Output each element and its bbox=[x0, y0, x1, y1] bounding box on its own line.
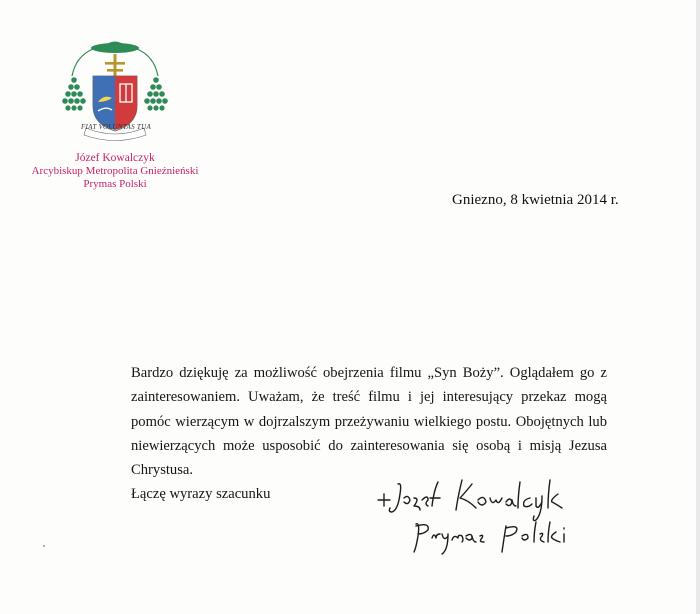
closing-line: Łączę wyrazy szacunku bbox=[131, 486, 271, 503]
handwritten-signature bbox=[372, 476, 580, 556]
body-paragraph: Bardzo dziękuję za możliwość obejrzenia filmu „Syn Boży”. Oglądałem go z zainteresowaniem. Uważam, że treść filmu i jej interesujący przekaz mogą pomóc wierzącym w dojrzalszym przeżywaniu wielkiego postu. Obojętnych lub niewierzących może usposobić do zainteresowania się osobą i misją Jezusa Chrystusa. bbox=[131, 365, 607, 479]
scan-edge bbox=[696, 0, 700, 614]
date-line: Gniezno, 8 kwietnia 2014 r. bbox=[452, 192, 619, 208]
sender-subtitle: Prymas Polski bbox=[83, 178, 147, 190]
scan-speck bbox=[43, 545, 45, 547]
sender-name: Józef Kowalczyk bbox=[75, 152, 155, 164]
motto-text: FIAT VOLUNTAS TUA bbox=[80, 123, 152, 131]
letterhead-sender bbox=[20, 152, 210, 191]
sender-title: Arcybiskup Metropolita Gnieźnieński bbox=[31, 165, 199, 177]
